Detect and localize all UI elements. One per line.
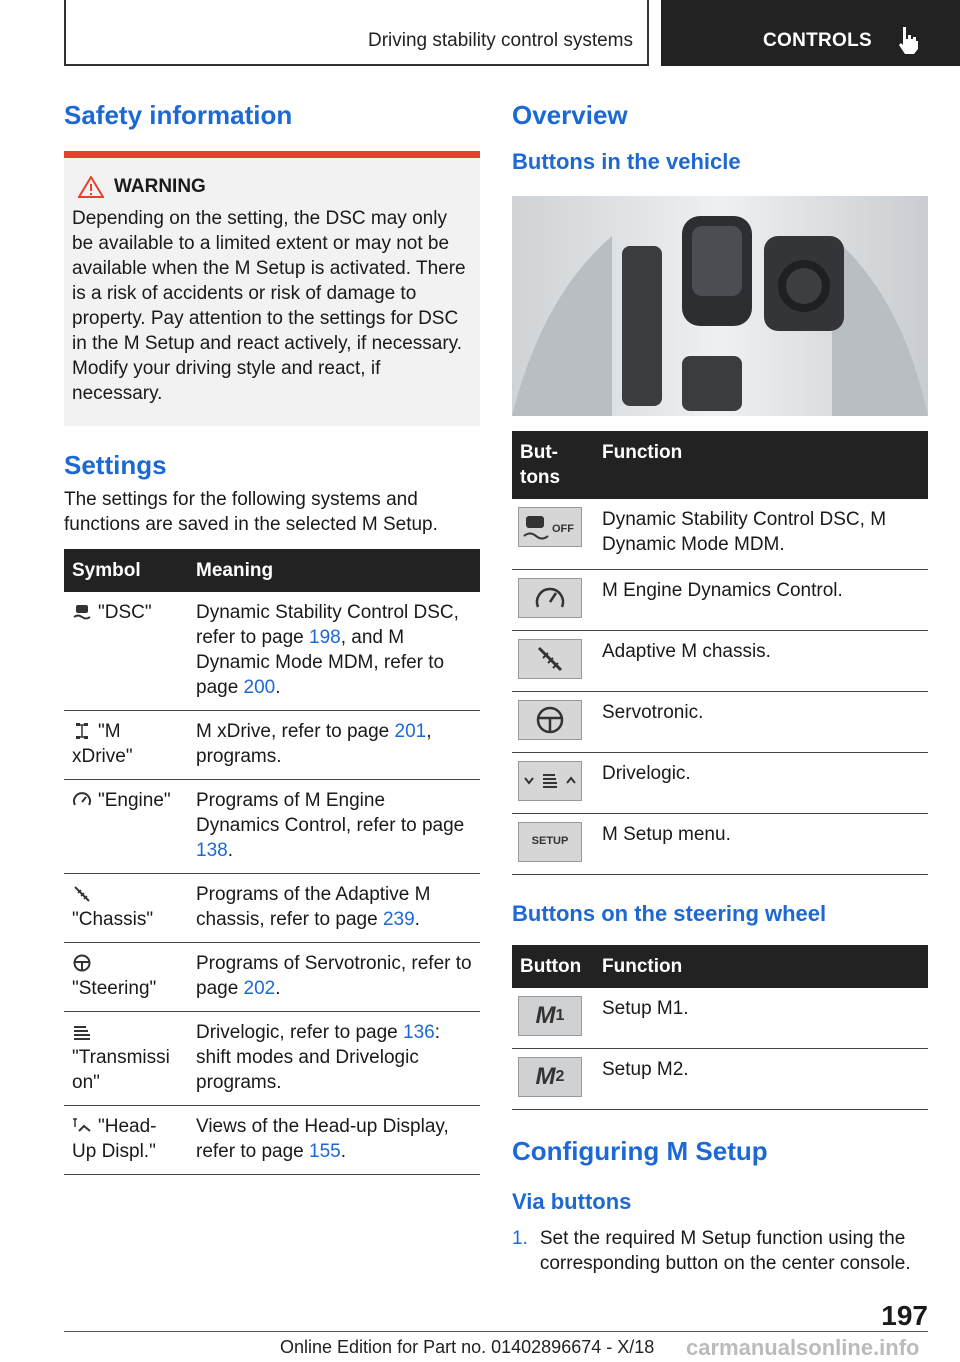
xdrive-icon <box>72 722 92 740</box>
table-row <box>64 592 480 711</box>
function-cell: M Engine Dynamics Control. <box>594 569 928 630</box>
servotronic-button-icon <box>518 700 582 740</box>
table-row <box>64 943 480 1012</box>
symbol-cell: "DSC" <box>64 592 188 711</box>
page-link[interactable]: 155 <box>309 1141 341 1163</box>
page-link[interactable]: 201 <box>394 721 427 743</box>
header-section-box <box>64 0 649 66</box>
page-number: 197 <box>881 1300 928 1331</box>
via-buttons-title: Via buttons <box>512 1189 632 1215</box>
table-row <box>64 1106 480 1175</box>
function-cell: Adaptive M chassis. <box>594 630 928 691</box>
warning-triangle-icon <box>78 176 104 198</box>
step-item <box>512 1226 928 1276</box>
symbol-cell: "Head-Up Displ." <box>64 1106 188 1175</box>
safety-title: Safety information <box>64 100 293 130</box>
symbol-cell: "M xDrive" <box>64 711 188 780</box>
table-row <box>512 569 928 630</box>
symbol-cell: "Chassis" <box>64 874 188 943</box>
warning-heading <box>78 176 472 198</box>
meaning-cell: Programs of M Engine Dynamics Control, refer to page 138. <box>188 780 480 874</box>
function-cell: Setup M1. <box>594 988 928 1049</box>
table-row <box>512 1048 928 1109</box>
chassis-button-icon <box>518 639 582 679</box>
dsc-off-button-icon <box>518 507 582 547</box>
table-row <box>512 499 928 570</box>
transmission-icon <box>72 1023 92 1041</box>
table-row <box>512 813 928 874</box>
step-number: 1. <box>512 1227 528 1249</box>
symbol-cell: "Steering" <box>64 943 188 1012</box>
function-header: Function <box>594 945 928 988</box>
function-cell: Drivelogic. <box>594 752 928 813</box>
chapter-label: CONTROLS <box>763 30 873 51</box>
section-title: Driving stability control systems <box>367 30 633 51</box>
table-row <box>512 988 928 1049</box>
function-cell: Setup M2. <box>594 1048 928 1109</box>
config-title: Configuring M Setup <box>512 1135 768 1166</box>
steering-buttons-table <box>512 945 928 1110</box>
steering-buttons-title: Buttons on the steering wheel <box>512 900 827 926</box>
chapter-tab[interactable] <box>661 0 960 66</box>
engine-dynamics-button-icon <box>518 578 582 618</box>
function-cell: M Setup menu. <box>594 813 928 874</box>
page-link[interactable]: 200 <box>243 677 276 699</box>
dsc-icon <box>72 603 92 621</box>
chassis-icon <box>72 885 92 903</box>
table-row <box>64 711 480 780</box>
meaning-header: Meaning <box>188 549 480 592</box>
table-row <box>64 1012 480 1106</box>
meaning-cell: Views of the Head-up Display, refer to page 155. <box>188 1106 480 1175</box>
watermark: carmanualsonline.info <box>686 1335 920 1360</box>
warning-label: WARNING <box>114 176 206 198</box>
svg-text:OFF: OFF <box>552 522 574 535</box>
settings-text: The settings for the following systems and functions are saved in the selected M Setup. <box>64 489 438 536</box>
page-link[interactable]: 136 <box>403 1022 435 1044</box>
function-cell: Dynamic Stability Control DSC, M Dynamic Mode MDM. <box>594 499 928 570</box>
m1-button-icon: M 1 <box>518 996 582 1036</box>
warning-text: Depending on the setting, the DSC may only be available to a limited extent or may not be available when the M Setup is activated. There is a risk of accidents or risk of damage to property. Pay attention to the settings for DSC in the M Setup and react actively, if necessary. Modify your driving style and react, if necessary. <box>72 208 466 405</box>
step-text: Set the required M Setup function using the corresponding button on the center console. <box>539 1227 911 1274</box>
steering-icon <box>72 954 92 972</box>
pointing-hand-icon <box>895 25 921 55</box>
table-row <box>512 752 928 813</box>
vehicle-buttons-title: Buttons in the vehicle <box>512 149 741 175</box>
meaning-cell: Programs of Servotronic, refer to page 202. <box>188 943 480 1012</box>
page-link[interactable]: 198 <box>309 627 341 649</box>
center-console-photo <box>512 196 928 416</box>
edition-text: Online Edition for Part no. 01402896674 - X/18 <box>280 1337 655 1357</box>
table-row <box>64 780 480 874</box>
symbol-header: Symbol <box>64 549 188 592</box>
meaning-cell: M xDrive, refer to page 201, programs. <box>188 711 480 780</box>
page-link[interactable]: 202 <box>243 978 276 1000</box>
m2-button-icon: M 2 <box>518 1057 582 1097</box>
meaning-cell: Drivelogic, refer to page 136: shift modes and Drivelogic programs. <box>188 1012 480 1106</box>
page-link[interactable]: 239 <box>382 909 415 931</box>
table-row <box>512 691 928 752</box>
buttons-header: But-tons <box>512 431 594 499</box>
right-column <box>512 100 928 1276</box>
meaning-cell: Programs of the Adaptive M chassis, refer to page 239. <box>188 874 480 943</box>
overview-title: Overview <box>512 100 628 130</box>
settings-table <box>64 549 480 1175</box>
left-column <box>64 100 480 1175</box>
symbol-cell: "Transmission" <box>64 1012 188 1106</box>
headup-icon <box>72 1117 92 1135</box>
engine-icon <box>72 791 92 809</box>
footer-divider <box>64 1331 928 1332</box>
table-row <box>64 874 480 943</box>
settings-title: Settings <box>64 450 167 481</box>
drivelogic-button-icon <box>518 761 582 801</box>
symbol-cell: "Engine" <box>64 780 188 874</box>
page-link[interactable]: 138 <box>196 840 228 862</box>
setup-button-icon: SETUP <box>518 822 582 862</box>
table-row <box>512 630 928 691</box>
function-header: Function <box>594 431 928 499</box>
warning-box <box>64 151 480 426</box>
vehicle-buttons-table <box>512 431 928 875</box>
function-cell: Servotronic. <box>594 691 928 752</box>
meaning-cell: Dynamic Stability Control DSC, refer to page 198, and M Dynamic Mode MDM, refer to page 200. <box>188 592 480 711</box>
button-header: Button <box>512 945 594 988</box>
